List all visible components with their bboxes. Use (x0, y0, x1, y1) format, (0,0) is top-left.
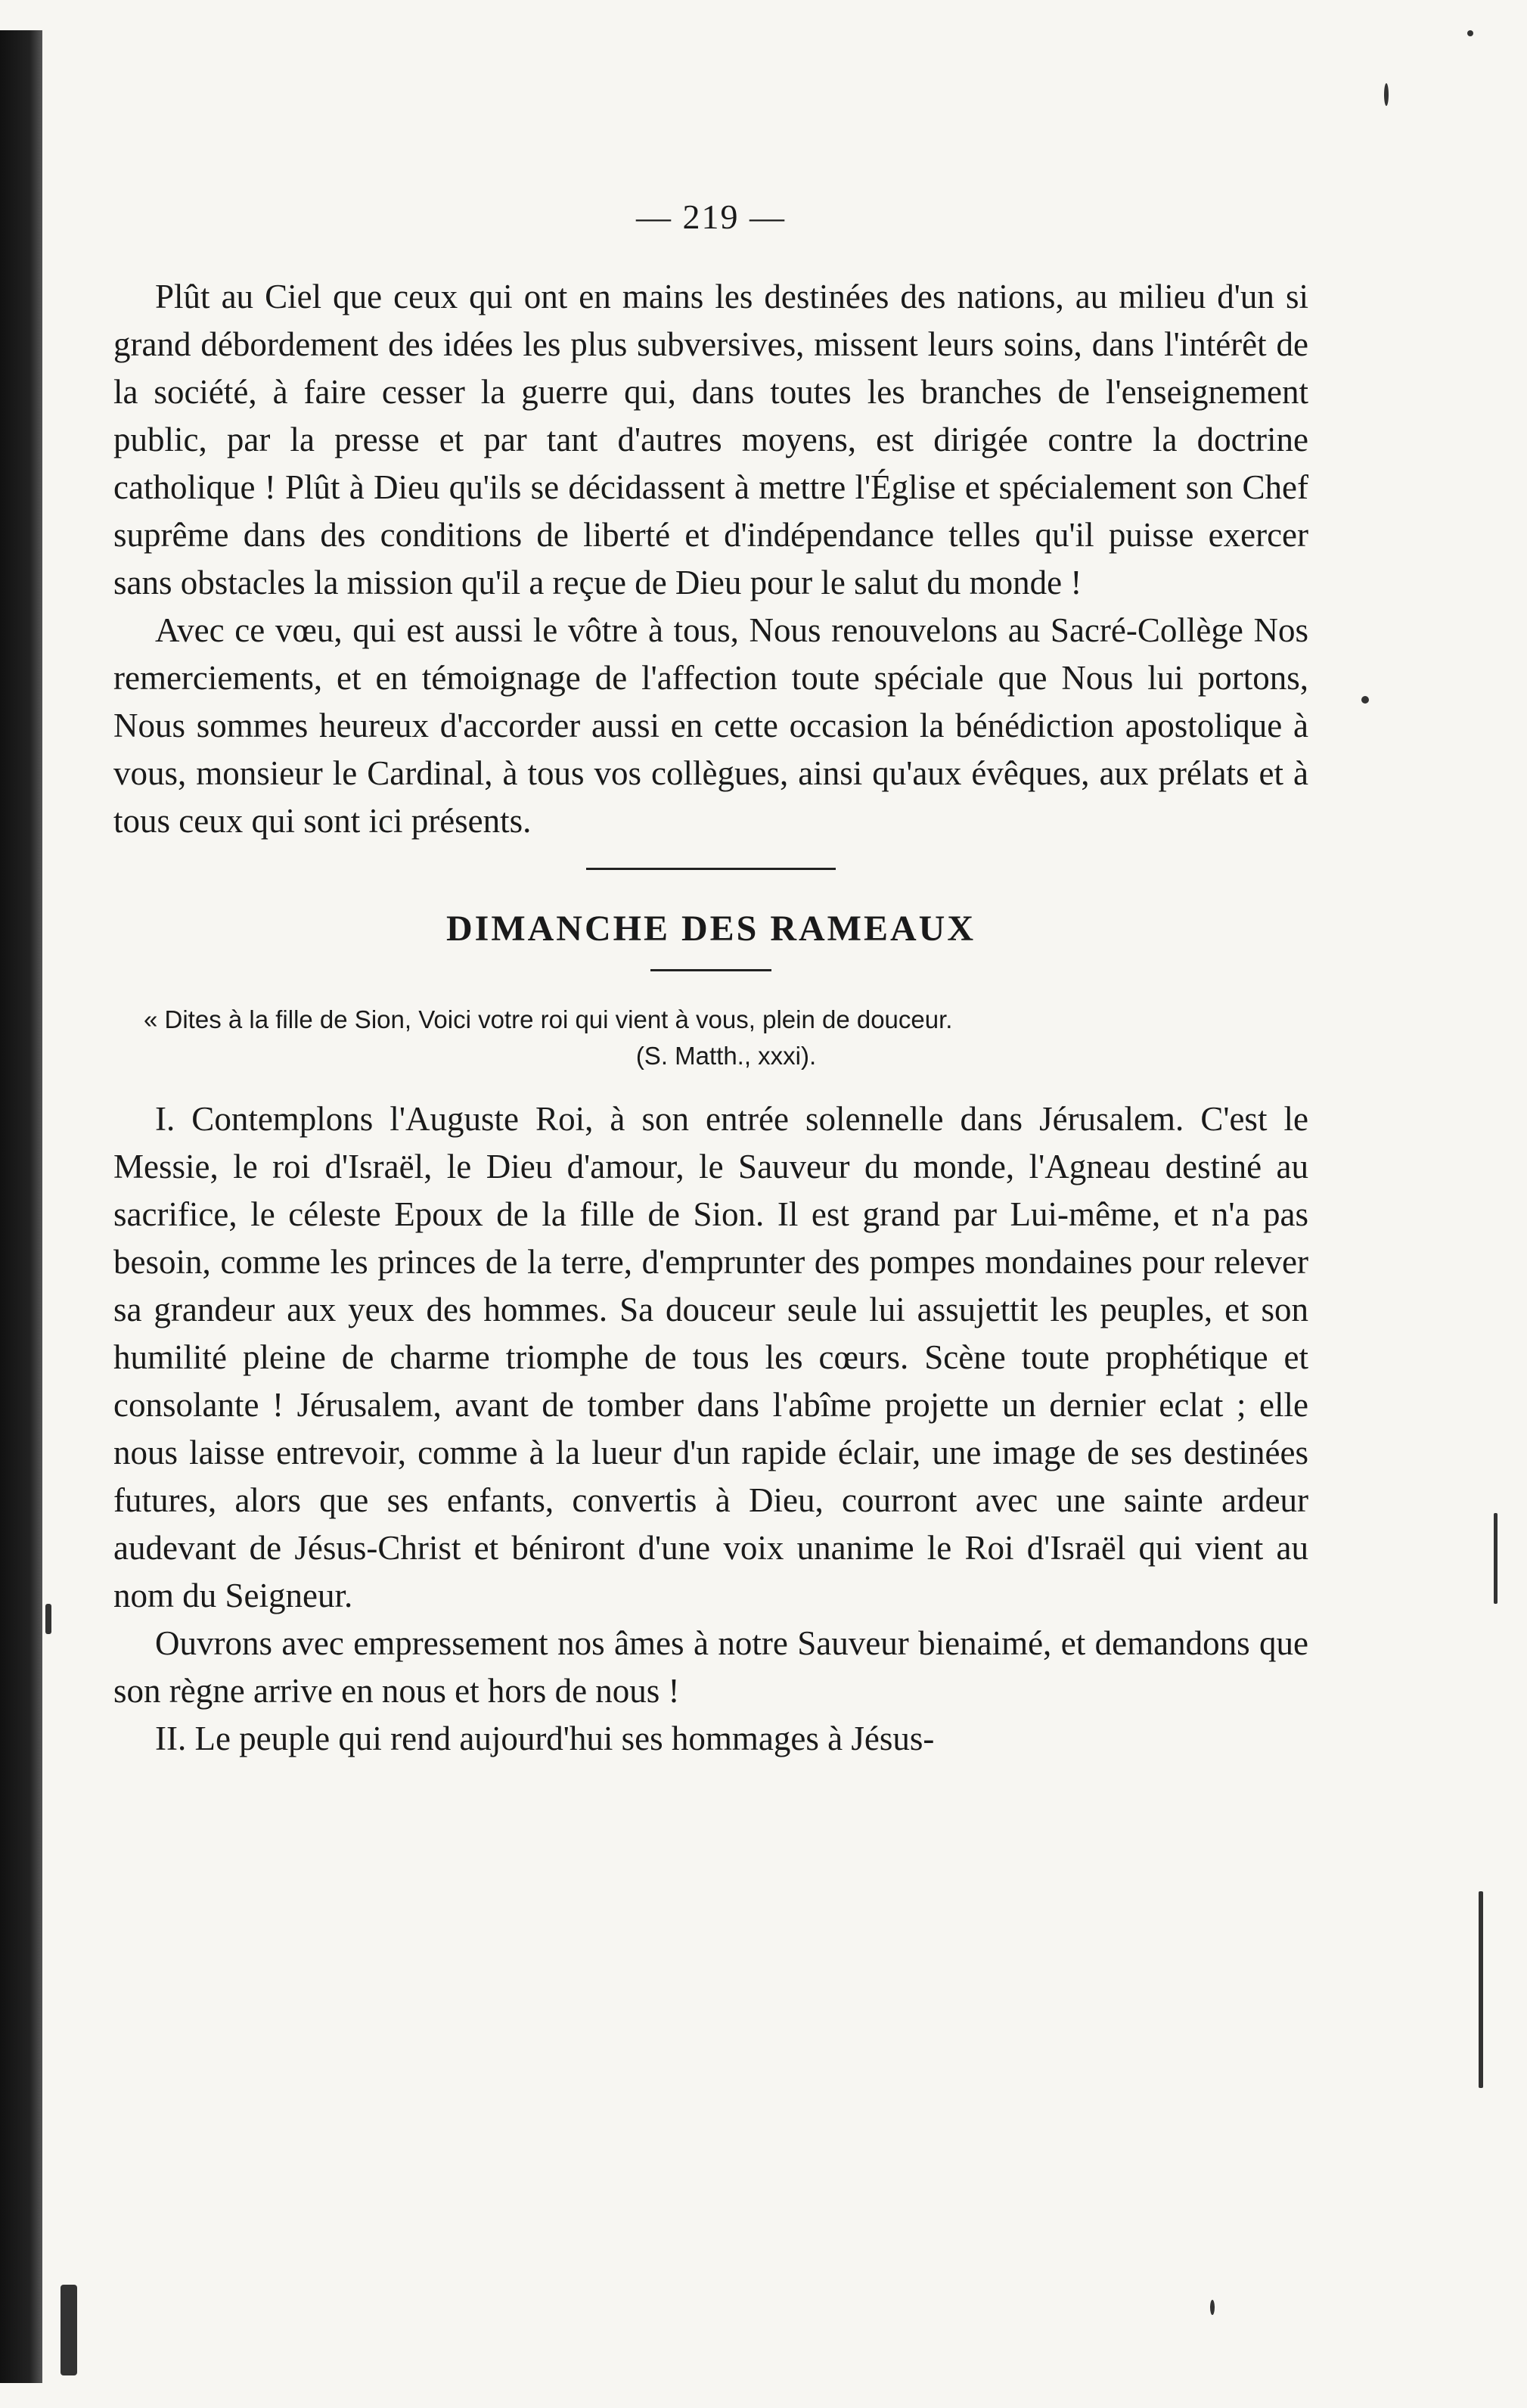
book-spine-shadow (0, 30, 42, 2383)
epigraph-quote: « Dites à la fille de Sion, Voici votre roi qui vient à vous, plein de douceur. (144, 1005, 953, 1033)
paragraph: Avec ce vœu, qui est aussi le vôtre à tous, Nous renouvelons au Sacré-Collège Nos remerciements, et en témoignage de l'affection toute spéciale que Nous lui portons, Nous sommes heureux d'accorder aussi en cette occasion la bénédiction apostolique à vous, monsieur le Cardinal, à tous vos collègues, ainsi qu'aux évêques, aux prélats et à tous ceux qui sont ici présents. (113, 611, 1308, 840)
book-page (113, 197, 1308, 1763)
separator-rule (586, 868, 836, 870)
page-number: — 219 — (636, 197, 786, 236)
paragraph: I. Contemplons l'Auguste Roi, à son entrée solennelle dans Jérusalem. C'est le Messie, le roi d'Israël, le Dieu d'amour, le Sauveur du monde, l'Agneau destiné au sacrifice, le céleste Epoux de la fille de Sion. Il est grand par Lui-même, et n'a pas besoin, comme les princes de la terre, d'emprunter des pompes mondaines pour relever sa grandeur aux yeux des hommes. Sa douceur seule lui assujettit les peuples, et son humilité pleine de charme triomphe de tous les cœurs. Scène toute prophétique et consolante ! Jérusalem, avant de tomber dans l'abîme projette un dernier eclat ; elle nous laisse entrevoir, comme à la lueur d'un rapide éclair, une image de ses destinées futures, alors que ses enfants, convertis à Dieu, courront avec une sainte ardeur audevant de Jésus-Christ et béniront d'une voix unanime le Roi d'Israël qui vient au nom du Seigneur. (113, 1100, 1308, 1614)
section-title: DIMANCHE DES RAMEAUX (445, 909, 976, 949)
epigraph-reference: (S. Matth., xxxi). (635, 1042, 817, 1070)
paragraph: II. Le peuple qui rend aujourd'hui ses hommages à Jésus- (155, 1720, 935, 1757)
paragraph: Plût au Ciel que ceux qui ont en mains les destinées des nations, au milieu d'un si grand débordement des idées les plus subversives, missent leurs soins, dans l'intérêt de la société, à faire cesser la guerre qui, dans toutes les branches de l'enseignement public, par la presse et par tant d'autres moyens, est dirigée contre la doctrine catholique ! Plût à Dieu qu'ils se décidassent à mettre l'Église et spécialement son Chef suprême dans des conditions de liberté et d'indépendance telles qu'il puisse exercer sans obstacles la mission qu'il a reçue de Dieu pour le salut du monde ! (113, 278, 1308, 601)
title-underline (650, 969, 771, 971)
epigraph (144, 1002, 1308, 1074)
paragraph: Ouvrons avec empressement nos âmes à notre Sauveur bienaimé, et demandons que son règne arrive en nous et hors de nous ! (113, 1624, 1308, 1710)
